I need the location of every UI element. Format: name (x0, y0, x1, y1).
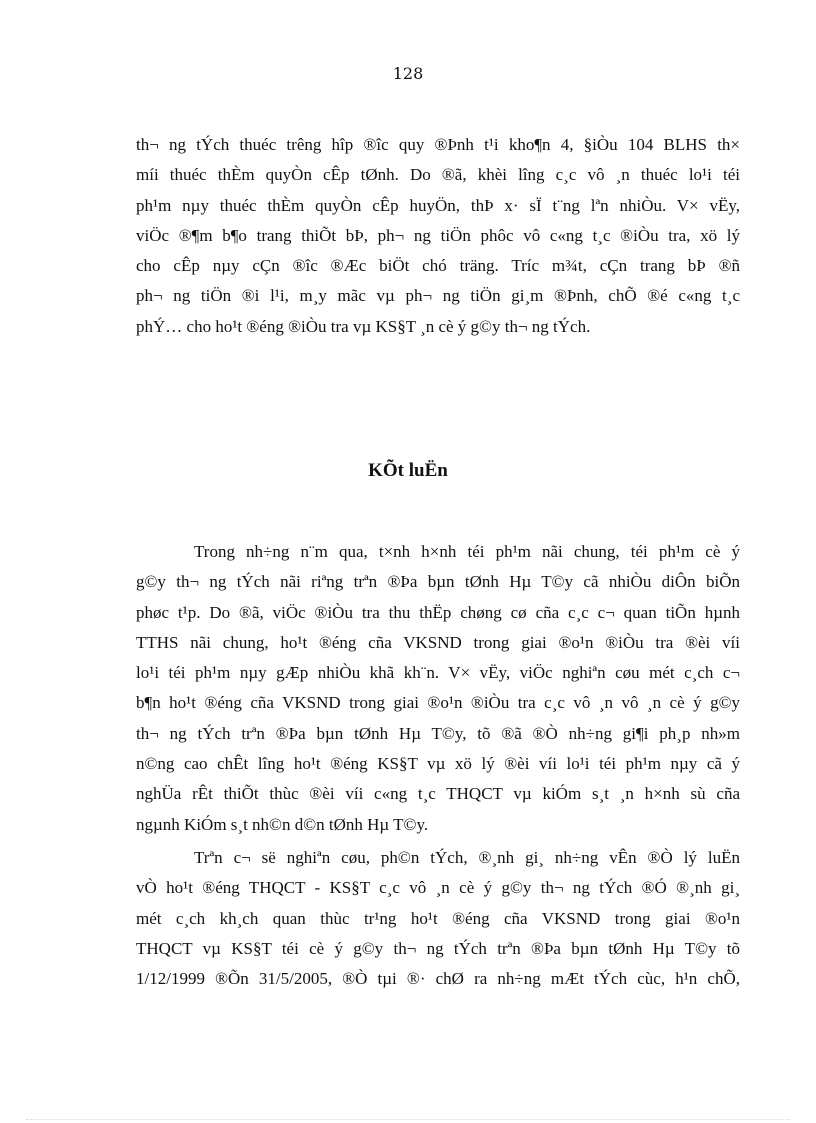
text-line: Trªn c¬ së nghiªn cøu, ph©n tÝch, ®¸nh gi¸ nh÷ng vÊn ®Ò lý luËn (194, 848, 740, 867)
text-line: th¬ ng tÝch thuéc trêng hîp ®îc quy ®Þnh t¹i kho¶n 4, §iÒu 104 BLHS th× (136, 135, 740, 154)
text-line: viÖc ®¶m b¶o trang thiÕt bÞ, ph¬ ng tiÖn phôc vô c«ng t¸c ®iÒu tra, xö lý (136, 225, 740, 245)
text-line: mét c¸ch kh¸ch quan thùc tr¹ng ho¹t ®éng cña VKSND trong giai ®o¹n (136, 908, 740, 928)
text-line: míi thuéc thÈm quyÒn cÊp tØnh. Do ®ã, khèi lîng c¸c vô ¸n thuéc lo¹i téi (136, 165, 740, 185)
text-line: phøc t¹p. Do ®ã, viÖc ®iÒu tra thu thËp chøng cø cña c¸c c¬ quan tiÕn hµnh (136, 602, 740, 622)
text-line: cho cÊp nµy cÇn ®îc ®Æc biÖt chó träng. Tríc m¾t, cÇn trang bÞ ®ñ (136, 256, 740, 276)
section-heading: KÕt luËn (368, 460, 448, 481)
text-line: vÒ ho¹t ®éng THQCT - KS§T c¸c vô ¸n cè ý g©y th¬ ng tÝch ®Ó ®¸nh gi¸ (136, 878, 740, 898)
text-line: Trong nh÷ng n¨m qua, t×nh h×nh téi ph¹m nãi chung, téi ph¹m cè ý (194, 542, 740, 561)
text-line: ph¹m nµy thuéc thÈm quyÒn cÊp huyÖn, thÞ x· sÏ t¨ng lªn nhiÒu. V× vËy, (136, 195, 740, 215)
footer-divider (26, 1119, 790, 1120)
text-line: ngµnh KiÓm s¸t nh©n d©n tØnh Hµ T©y. (136, 814, 429, 834)
text-line: g©y th¬ ng tÝch nãi riªng trªn ®Þa bµn tØnh Hµ T©y cã nhiÒu diÔn biÕn (136, 572, 740, 592)
paragraph-2 (136, 537, 740, 840)
text-line: THQCT vµ KS§T téi cè ý g©y th¬ ng tÝch trªn ®Þa bµn tØnh Hµ T©y tõ (136, 938, 740, 958)
text-line: 1/12/1999 ®Õn 31/5/2005, ®Ò tµi ®· chØ ra nh÷ng mÆt tÝch cùc, h¹n chÕ, (136, 969, 740, 989)
text-line: phÝ… cho ho¹t ®éng ®iÒu tra vµ KS§T ¸n cè ý g©y th¬ ng tÝch. (136, 316, 591, 336)
page-number: 128 (392, 64, 424, 83)
paragraph-3 (136, 843, 740, 994)
text-line: nghÜa rÊt thiÕt thùc ®èi víi c«ng t¸c THQCT vµ kiÓm s¸t ¸n h×nh sù cña (136, 784, 740, 804)
text-line: TTHS nãi chung, ho¹t ®éng cña VKSND trong giai ®o¹n ®iÒu tra ®èi víi (136, 632, 740, 652)
paragraph-1 (136, 130, 740, 342)
text-line: th¬ ng tÝch trªn ®Þa bµn tØnh Hµ T©y, tõ ®ã ®Ò nh÷ng gi¶i ph¸p nh»m (136, 723, 740, 743)
text-line: b¶n ho¹t ®éng cña VKSND trong giai ®o¹n ®iÒu tra c¸c vô ¸n vô ¸n cè ý g©y (136, 693, 740, 713)
text-line: n©ng cao chÊt lîng ho¹t ®éng KS§T vµ xö lý ®èi víi lo¹i téi ph¹m nµy cã ý (136, 754, 740, 774)
text-line: lo¹i téi ph¹m nµy gÆp nhiÒu khã kh¨n. V× vËy, viÖc nghiªn cøu mét c¸ch c¬ (136, 663, 740, 683)
text-line: ph¬ ng tiÖn ®i l¹i, m¸y mãc vµ ph¬ ng tiÖn gi¸m ®Þnh, chÕ ®é c«ng t¸c (136, 286, 740, 306)
